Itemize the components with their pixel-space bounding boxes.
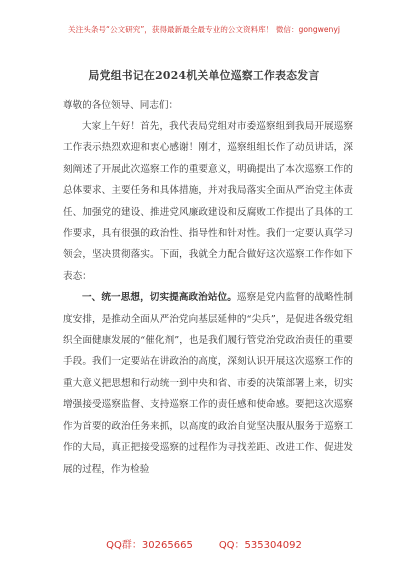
paragraph-text: 大家上午好！首先，我代表局党组对市委巡察组到我局开展巡察工作表示热烈欢迎和衷心感谢！刚才，巡察组组长作了动员讲话，深刻阐述了开展此次巡察工作的重要意义，明确提出了本次巡察工作的总体要求、主要任务和具体措施，并对我局落实全面从严治党主体责任、加强党的建设、推进党风廉政建设和反腐败工作提出了具体的工作要求，具有很强的政治性、指导性和针对性。我们一定要认真学习领会，坚决贯彻落实。下面，我就全力配合做好这次巡察工作作如下表态： bbox=[63, 121, 353, 282]
document-title: 局党组书记在2024机关单位巡察工作表态发言 bbox=[88, 69, 320, 82]
paragraph-opening bbox=[63, 116, 353, 287]
paragraph-lead: 一、统一思想，切实提高政治站位。 bbox=[82, 292, 237, 304]
contact-footer bbox=[0, 536, 408, 551]
document-body bbox=[63, 95, 353, 480]
qq-group-label: QQ群：30265665 bbox=[106, 540, 193, 551]
qq-contact-label: QQ：535304092 bbox=[218, 540, 302, 551]
paragraph-section-one bbox=[63, 287, 353, 480]
salutation: 尊敬的各位领导、同志们： bbox=[63, 100, 179, 111]
promo-banner: 关注头条号“公文研究”，获得最新最全最专业的公文资料库！ 微信：gongwenyj bbox=[68, 25, 340, 34]
paragraph-text: 巡察是党内监督的战略性制度安排，是推动全面从严治党向基层延伸的“尖兵”，是促进各级党组织全面健康发展的“催化剂”，也是我们履行管党治党政治责任的重要手段。我们一定要站在讲政治的高度，深刻认识开展这次巡察工作的重大意义把思想和行动统一到中央和省、市委的决策部署上来，切实增强接受巡察监督、支持巡察工作的责任感和使命感。要把这次巡察作为首要的政治任务来抓，以高度的政治自觉坚决服从服务于巡察工作的大局，真正把接受巡察的过程作为寻找差距、改进工作、促进发展的过程，作为检验 bbox=[63, 292, 354, 475]
